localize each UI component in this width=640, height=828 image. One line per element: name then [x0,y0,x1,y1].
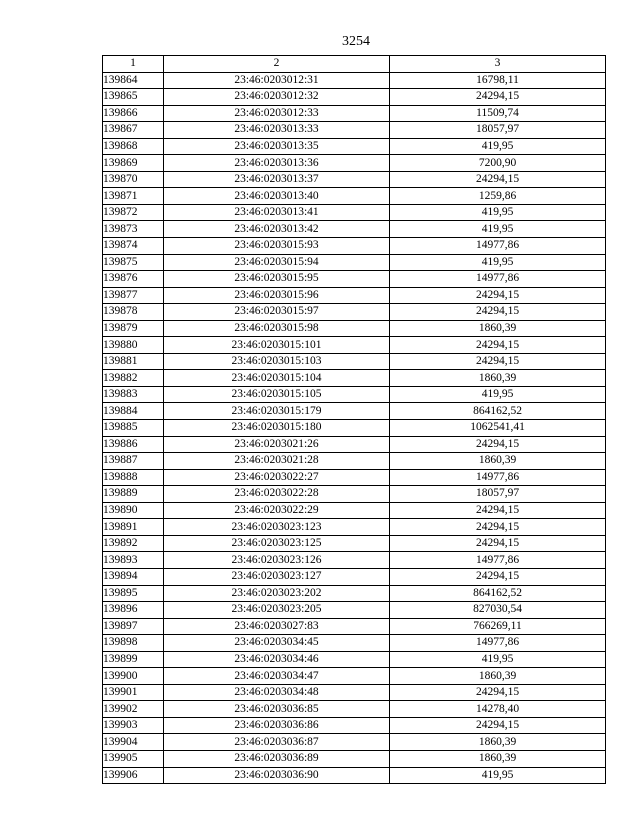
row-number-cell: 139868 [103,138,164,155]
cadastral-number-cell: 23:46:0203013:33 [164,122,390,139]
cadastral-number-cell: 23:46:0203013:41 [164,204,390,221]
cadastral-number-cell: 23:46:0203015:179 [164,403,390,420]
table-row [103,353,606,370]
table-body [103,72,606,784]
cadastral-number-cell: 23:46:0203013:36 [164,155,390,172]
table-row [103,271,606,288]
table-row [103,89,606,106]
table-row [103,105,606,122]
table-row [103,486,606,503]
cadastral-number-cell: 23:46:0203013:35 [164,138,390,155]
row-number-cell: 139866 [103,105,164,122]
cadastral-value-cell: 18057,97 [390,486,606,503]
cadastral-value-cell: 24294,15 [390,535,606,552]
row-number-cell: 139873 [103,221,164,238]
cadastral-number-cell: 23:46:0203023:127 [164,568,390,585]
cadastral-value-cell: 24294,15 [390,568,606,585]
cadastral-value-cell: 419,95 [390,767,606,784]
row-number-cell: 139867 [103,122,164,139]
cadastral-number-cell: 23:46:0203015:180 [164,420,390,437]
cadastral-number-cell: 23:46:0203015:96 [164,287,390,304]
table-row [103,750,606,767]
cadastral-number-cell: 23:46:0203013:42 [164,221,390,238]
row-number-cell: 139869 [103,155,164,172]
row-number-cell: 139875 [103,254,164,271]
table-row [103,337,606,354]
row-number-cell: 139893 [103,552,164,569]
row-number-cell: 139899 [103,651,164,668]
table-row [103,469,606,486]
cadastral-number-cell: 23:46:0203012:33 [164,105,390,122]
cadastral-value-cell: 24294,15 [390,287,606,304]
cadastral-number-cell: 23:46:0203023:126 [164,552,390,569]
table-row [103,651,606,668]
row-number-cell: 139894 [103,568,164,585]
cadastral-number-cell: 23:46:0203034:46 [164,651,390,668]
table-row [103,668,606,685]
table-row [103,734,606,751]
row-number-cell: 139865 [103,89,164,106]
row-number-cell: 139906 [103,767,164,784]
cadastral-number-cell: 23:46:0203022:28 [164,486,390,503]
table-row [103,171,606,188]
table-row [103,552,606,569]
cadastral-value-cell: 1860,39 [390,750,606,767]
cadastral-value-cell: 419,95 [390,386,606,403]
page-number: 3254 [342,34,370,49]
cadastral-number-cell: 23:46:0203034:45 [164,635,390,652]
row-number-cell: 139890 [103,502,164,519]
table-row [103,585,606,602]
row-number-cell: 139870 [103,171,164,188]
table-row [103,602,606,619]
cadastral-number-cell: 23:46:0203015:97 [164,304,390,321]
cadastral-number-cell: 23:46:0203036:87 [164,734,390,751]
cadastral-value-cell: 24294,15 [390,171,606,188]
cadastral-number-cell: 23:46:0203015:98 [164,320,390,337]
cadastral-number-cell: 23:46:0203022:27 [164,469,390,486]
table-row [103,635,606,652]
row-number-cell: 139883 [103,386,164,403]
row-number-cell: 139886 [103,436,164,453]
table-row [103,188,606,205]
cadastral-value-cell: 1860,39 [390,370,606,387]
row-number-cell: 139905 [103,750,164,767]
cadastral-number-cell: 23:46:0203034:48 [164,684,390,701]
column-header-cadastral-value: 3 [390,56,606,73]
cadastral-value-cell: 14977,86 [390,552,606,569]
cadastral-value-cell: 14278,40 [390,701,606,718]
table-row [103,519,606,536]
cadastral-number-cell: 23:46:0203036:86 [164,717,390,734]
cadastral-number-cell: 23:46:0203015:104 [164,370,390,387]
column-header-number: 1 [103,56,164,73]
row-number-cell: 139891 [103,519,164,536]
row-number-cell: 139904 [103,734,164,751]
cadastral-value-cell: 419,95 [390,254,606,271]
cadastral-value-cell: 24294,15 [390,502,606,519]
cadastral-value-cell: 16798,11 [390,72,606,89]
table-row [103,287,606,304]
table-row [103,767,606,784]
header-row [103,56,606,73]
cadastral-value-cell: 14977,86 [390,635,606,652]
table-row [103,618,606,635]
cadastral-value-cell: 827030,54 [390,602,606,619]
cadastral-number-cell: 23:46:0203015:101 [164,337,390,354]
cadastral-number-cell: 23:46:0203036:90 [164,767,390,784]
row-number-cell: 139885 [103,420,164,437]
cadastral-value-cell: 18057,97 [390,122,606,139]
cadastral-number-cell: 23:46:0203023:123 [164,519,390,536]
cadastral-value-cell: 1860,39 [390,668,606,685]
cadastral-value-cell: 419,95 [390,221,606,238]
cadastral-value-cell: 24294,15 [390,519,606,536]
cadastral-value-cell: 1860,39 [390,453,606,470]
row-number-cell: 139892 [103,535,164,552]
table-row [103,155,606,172]
table-row [103,238,606,255]
cadastral-value-cell: 11509,74 [390,105,606,122]
cadastral-number-cell: 23:46:0203013:37 [164,171,390,188]
cadastral-value-cell: 24294,15 [390,353,606,370]
table-row [103,568,606,585]
cadastral-number-cell: 23:46:0203015:95 [164,271,390,288]
cadastral-number-cell: 23:46:0203015:93 [164,238,390,255]
row-number-cell: 139874 [103,238,164,255]
row-number-cell: 139880 [103,337,164,354]
row-number-cell: 139878 [103,304,164,321]
cadastral-value-table [102,55,606,784]
cadastral-number-cell: 23:46:0203022:29 [164,502,390,519]
cadastral-value-cell: 1860,39 [390,734,606,751]
cadastral-number-cell: 23:46:0203023:205 [164,602,390,619]
row-number-cell: 139888 [103,469,164,486]
table-row [103,370,606,387]
cadastral-value-cell: 24294,15 [390,304,606,321]
column-header-cadastral-number: 2 [164,56,390,73]
cadastral-number-cell: 23:46:0203013:40 [164,188,390,205]
table-row [103,403,606,420]
row-number-cell: 139900 [103,668,164,685]
row-number-cell: 139901 [103,684,164,701]
row-number-cell: 139882 [103,370,164,387]
table-row [103,436,606,453]
row-number-cell: 139871 [103,188,164,205]
cadastral-value-cell: 1860,39 [390,320,606,337]
row-number-cell: 139884 [103,403,164,420]
row-number-cell: 139889 [103,486,164,503]
cadastral-value-cell: 864162,52 [390,403,606,420]
cadastral-number-cell: 23:46:0203036:85 [164,701,390,718]
cadastral-value-cell: 419,95 [390,204,606,221]
table-row [103,320,606,337]
cadastral-value-cell: 864162,52 [390,585,606,602]
row-number-cell: 139872 [103,204,164,221]
cadastral-number-cell: 23:46:0203023:125 [164,535,390,552]
table-row [103,221,606,238]
cadastral-value-cell: 766269,11 [390,618,606,635]
cadastral-value-cell: 24294,15 [390,684,606,701]
table-header [103,56,606,73]
cadastral-value-cell: 24294,15 [390,89,606,106]
row-number-cell: 139896 [103,602,164,619]
table-row [103,122,606,139]
table-row [103,453,606,470]
table-row [103,701,606,718]
cadastral-value-cell: 24294,15 [390,436,606,453]
cadastral-value-cell: 14977,86 [390,238,606,255]
cadastral-number-cell: 23:46:0203015:103 [164,353,390,370]
cadastral-value-cell: 14977,86 [390,271,606,288]
row-number-cell: 139897 [103,618,164,635]
cadastral-number-cell: 23:46:0203023:202 [164,585,390,602]
table-row [103,138,606,155]
cadastral-value-cell: 14977,86 [390,469,606,486]
cadastral-number-cell: 23:46:0203015:105 [164,386,390,403]
cadastral-number-cell: 23:46:0203021:28 [164,453,390,470]
cadastral-value-cell: 419,95 [390,138,606,155]
cadastral-value-cell: 24294,15 [390,337,606,354]
cadastral-value-cell: 419,95 [390,651,606,668]
cadastral-number-cell: 23:46:0203034:47 [164,668,390,685]
cadastral-value-cell: 1062541,41 [390,420,606,437]
row-number-cell: 139876 [103,271,164,288]
cadastral-number-cell: 23:46:0203015:94 [164,254,390,271]
table-row [103,502,606,519]
cadastral-number-cell: 23:46:0203021:26 [164,436,390,453]
cadastral-value-cell: 24294,15 [390,717,606,734]
row-number-cell: 139903 [103,717,164,734]
cadastral-number-cell: 23:46:0203012:32 [164,89,390,106]
row-number-cell: 139864 [103,72,164,89]
table-row [103,72,606,89]
table-row [103,420,606,437]
table-row [103,535,606,552]
row-number-cell: 139879 [103,320,164,337]
row-number-cell: 139902 [103,701,164,718]
row-number-cell: 139877 [103,287,164,304]
cadastral-value-cell: 7200,90 [390,155,606,172]
row-number-cell: 139881 [103,353,164,370]
cadastral-number-cell: 23:46:0203027:83 [164,618,390,635]
table-row [103,386,606,403]
cadastral-number-cell: 23:46:0203012:31 [164,72,390,89]
cadastral-value-cell: 1259,86 [390,188,606,205]
cadastral-number-cell: 23:46:0203036:89 [164,750,390,767]
table-row [103,684,606,701]
table-row [103,204,606,221]
row-number-cell: 139898 [103,635,164,652]
table-row [103,304,606,321]
table-row [103,717,606,734]
table-row [103,254,606,271]
row-number-cell: 139887 [103,453,164,470]
row-number-cell: 139895 [103,585,164,602]
